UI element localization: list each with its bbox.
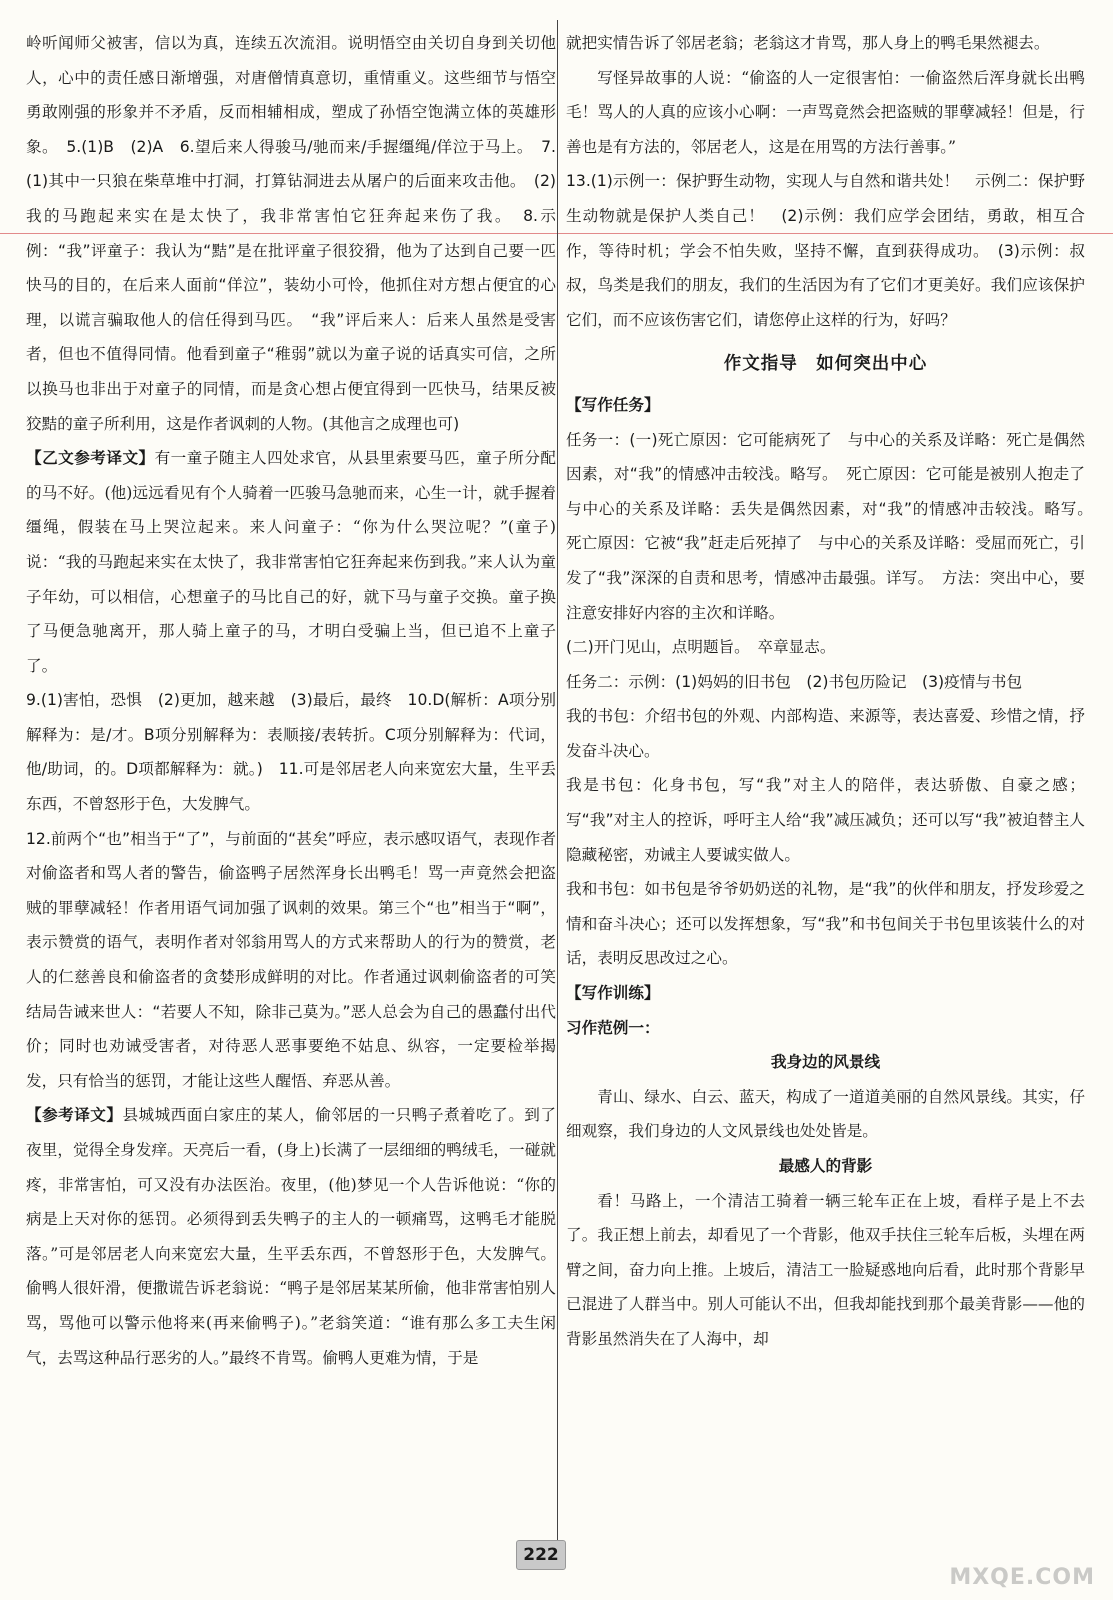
section-label: 【乙文参考译文】 xyxy=(26,448,155,468)
essay-paragraph: 看！马路上，一个清洁工骑着一辆三轮车正在上坡，看样子是上不去了。我正想上前去，却看见了一个背影，他双手扶住三轮车后板，头埋在两臂之间，奋力向上推。上坡后，清洁工一脸疑惑地向后看，此时那个背影早已混进了人群当中。别人可能认不出，但我却能找到那个最美背影——他的背影虽然消失在了人海中，却 xyxy=(566,1191,1085,1348)
essay-title: 我身边的风景线 xyxy=(770,1053,881,1072)
watermark-logo: MXQE.COM xyxy=(949,1565,1095,1590)
section-label: 【参考译文】 xyxy=(26,1105,123,1125)
translation-paragraph xyxy=(26,1098,556,1375)
page-number: 222 xyxy=(516,1540,566,1570)
task-paragraph: (二)开门见山，点明题旨。 卒章显志。 xyxy=(566,638,836,657)
task-paragraph: 我是书包：化身书包，写“我”对主人的陪伴，表达骄傲、自豪之感；写“我”对主人的控诉，呼吁主人给“我”减压减负；还可以写“我”被迫替主人隐藏秘密，劝诫主人要诚实做人。 xyxy=(566,776,1085,864)
translation-paragraph: 就把实情告诉了邻居老翁；老翁这才肯骂，那人身上的鸭毛果然褪去。 xyxy=(566,34,1050,52)
translation-text: 县城城西面白家庄的某人，偷邻居的一只鸭子煮着吃了。到了夜里，觉得全身发痒。天亮后一看，(身上)长满了一层细细的鸭绒毛，一碰就疼，非常害怕，可又没有办法医治。夜里，(他)梦见一个人告诉他说：“你的病是上天对你的惩罚。必须得到丢失鸭子的主人的一顿痛骂，这鸭毛才能脱落。”可是邻居老人向来宽宏大量，生平丢东西，不曾怒形于色，大发脾气。偷鸭人很奸滑，便撒谎告诉老翁说：“鸭子是邻居某某所偷，他非常害怕别人骂，骂他可以警示他将来(再来偷鸭子)。”老翁笑道：“谁有那么多工夫生闲气，去骂这种品行恶劣的人。”最终不肯骂。偷鸭人更难为情，于是 xyxy=(26,1106,556,1367)
answer-paragraph: 13.(1)示例一：保护野生动物，实现人与自然和谐共处！ 示例二：保护野生动物就是保护人类自己！ (2)示例：我们应学会团结，勇敢，相互合作，等待时机；学会不怕失败，坚持不懈，直到获得成功。 (3)示例：叔叔，鸟类是我们的朋友，我们的生活因为有了它们才更美好。我们应该保护它们，而不应该伤害它们，请您停止这样的行为，好吗？ xyxy=(566,172,1085,329)
section-label: 【写作任务】 xyxy=(566,395,660,414)
answer-paragraph: 12.前两个“也”相当于“了”，与前面的“甚矣”呼应，表示感叹语气，表现作者对偷盗者和骂人者的警告，偷盗鸭子居然浑身长出鸭毛！骂一声竟然会把盗贼的罪孽减轻！作者用语气词加强了讽刺的效果。第三个“也”相当于“啊”，表示赞赏的语气，表明作者对邻翁用骂人的方式来帮助人的行为的赞赏，老人的仁慈善良和偷盗者的贪婪形成鲜明的对比。作者通过讽刺偷盗者的可笑结局告诫来世人：“若要人不知，除非己莫为。”恶人总会为自己的愚蠢付出代价；同时也劝诫受害者，对待恶人恶事要绝不姑息、纵容，一定要检举揭发，只有恰当的惩罚，才能让这些人醒悟、弃恶从善。 xyxy=(26,829,556,1090)
translation-paragraph xyxy=(26,441,556,683)
right-column xyxy=(566,26,1101,1540)
task-paragraph: 任务二：示例：(1)妈妈的旧书包 (2)书包历险记 (3)疫情与书包 xyxy=(566,672,1023,691)
section-label: 【写作训练】 xyxy=(566,984,660,1003)
translation-text: 有一童子随主人四处求官，从县里索要马匹，童子所分配的马不好。(他)远远看见有个人骑着一匹骏马急驰而来，心生一计，就手握着缰绳，假装在马上哭泣起来。来人问童子：“你为什么哭泣呢？”(童子)说：“我的马跑起来实在太快了，我非常害怕它狂奔起来伤到我。”来人认为童子年幼，可以相信，心想童子的马比自己的好，就下马与童子交换。童子换了马便急驰离开，那人骑上童子的马，才明白受骗上当，但已追不上童子了。 xyxy=(26,449,556,675)
answer-paragraph: 岭听闻师父被害，信以为真，连续五次流泪。说明悟空由关切自身到关切他人，心中的责任感日渐增强，对唐僧情真意切，重情重义。这些细节与悟空勇敢刚强的形象并不矛盾，反而相辅相成，塑成了孙悟空饱满立体的英雄形象。 5.(1)B (2)A 6.望后来人得骏马/驰而来/手握缰绳/佯泣于马上。 7.(1)其中一只狼在柴草堆中打洞，打算钻洞进去从屠户的后面来攻击他。 (2)我的马跑起来实在是太快了，我非常害怕它狂奔起来伤了我。 8.示例：“我”评童子：我认为“黠”是在批评童子很狡猾，他为了达到自己要一匹快马的目的，在后来人面前“佯泣”，装幼小可怜，他抓住对方想占便宜的心理，以谎言骗取他人的信任得到马匹。 “我”评后来人：后来人虽然是受害者，但也不值得同情。他看到童子“稚弱”就以为童子说的话真实可信，之所以换马也非出于对童子的同情，而是贪心想占便宜得到一匹快马，结果反被狡黠的童子所利用，这是作者讽刺的人物。(其他言之成理也可) xyxy=(26,34,556,433)
essay-subtitle: 最感人的背影 xyxy=(778,1157,873,1175)
column-divider xyxy=(557,20,558,1540)
essay-paragraph: 青山、绿水、白云、蓝天，构成了一道道美丽的自然风景线。其实，仔细观察，我们身边的人文风景线也处处皆是。 xyxy=(566,1087,1085,1141)
section-title: 作文指导 如何突出中心 xyxy=(723,354,928,375)
answer-paragraph: 9.(1)害怕，恐惧 (2)更加，越来越 (3)最后，最终 10.D(解析：A项分别解释为：是/才。B项分别解释为：表顺接/表转折。C项分别解释为：代词，他/助词，的。D项都解释为：就。) 11.可是邻居老人向来宽宏大量，生平丢东西，不曾怒形于色，大发脾气。 xyxy=(26,691,556,814)
task-paragraph: 任务一：(一)死亡原因：它可能病死了 与中心的关系及详略：死亡是偶然因素，对“我”的情感冲击较浅。略写。 死亡原因：它可能是被别人抱走了 与中心的关系及详略：丢失是偶然因素，对“我”的情感冲击较浅。略写。 死亡原因：它被“我”赶走后死掉了 与中心的关系及详略：受屈而死亡，引发了“我”深深的自责和思考，情感冲击最强。详写。 方法：突出中心，要注意安排好内容的主次和详略。 xyxy=(566,430,1101,622)
left-column xyxy=(26,26,556,1540)
task-paragraph: 我和书包：如书包是爷爷奶奶送的礼物，是“我”的伙伴和朋友，抒发珍爱之情和奋斗决心；还可以发挥想象，写“我”和书包间关于书包里该装什么的对话，表明反思改过之心。 xyxy=(566,880,1085,968)
example-label: 习作范例一： xyxy=(566,1018,660,1037)
task-paragraph: 我的书包：介绍书包的外观、内部构造、来源等，表达喜爱、珍惜之情，抒发奋斗决心。 xyxy=(566,707,1085,760)
translation-paragraph: 写怪异故事的人说：“偷盗的人一定很害怕：一偷盗然后浑身就长出鸭毛！骂人的人真的应该小心啊：一声骂竟然会把盗贼的罪孽减轻！但是，行善也是有方法的，邻居老人，这是在用骂的方法行善事。” xyxy=(566,68,1085,156)
